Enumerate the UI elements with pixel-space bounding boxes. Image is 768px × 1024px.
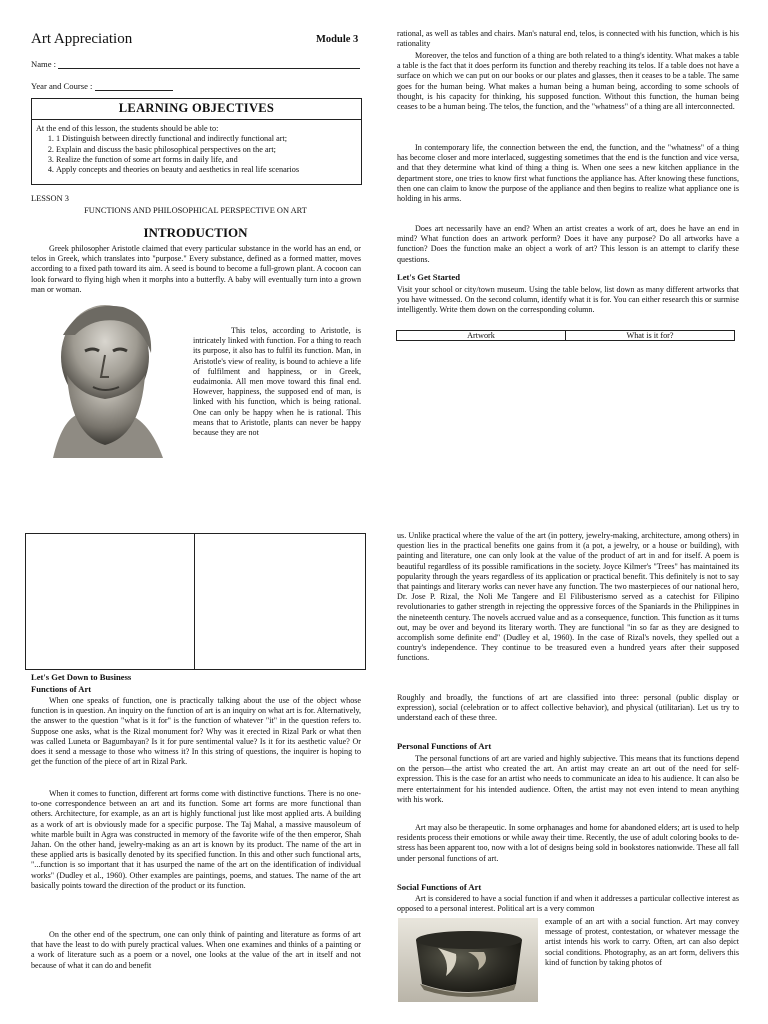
name-line — [58, 59, 360, 69]
name-label: Name : — [31, 59, 57, 69]
introduction-heading: INTRODUCTION — [143, 225, 248, 240]
table-header-row — [397, 331, 735, 341]
telos-identity-paragraph: Moreover, the telos and function of a thing are both related to a thing's identity. What makes a table a table is the fact that it does perform its function and thereby reaching its telos. If a table does not have a surface on which we can put on our books or our plates and glasses, then it ceases to be a table. The same goes for the human being. What makes a human being a human being, according to some schools of thought, is his capacity for thinking, his supposed function. Without this function, the human being ceases to be a human being. The telos, the function, and the "whatness" of a thing are all interconnected. — [397, 51, 739, 112]
contemporary-life-paragraph: In contemporary life, the connection between the end, the function, and the "whatness" of a thing has become closer and more interlaced, suggesting sometimes that the end is the function and vice versa, and that they determine what kind of thing a thing is. When one sees a new kitchen appliance in the department store, one tries to know first what functions the appliance has. After knowing these functions, then one can claim to know the purpose of the appliance and then begins to realize what appliance one is holding in his arms. — [397, 143, 739, 204]
functions-paragraph-3: On the other end of the spectrum, one can only think of painting and literature as forms of art that have the least to do with purely practical values. When one examines and thinks of a painting or a work of literature such as a poem or a novel, one looks at the value of the art in itself and not because of what it can do and benefit — [31, 930, 361, 970]
year-course-label: Year and Course : — [31, 81, 93, 91]
learning-objectives-box — [31, 98, 362, 185]
learning-objectives-heading: LEARNING OBJECTIVES — [118, 101, 275, 115]
ceramic-tea-bowl-image — [398, 918, 538, 1002]
document-title: Art Appreciation — [31, 31, 133, 47]
social-functions-paragraph-continued: example of an art with a social function. Art may convey message of protest, contestation, or whatever message the artist intends his work to carry. Often, art can also depict social conditions. Photography, as an art form, delivers this kind of function by taking photos of — [545, 917, 739, 967]
year-course-line — [95, 81, 173, 91]
answer-grid-border — [25, 533, 366, 670]
objective-item: 1. 1 Distinguish between directly functional and indirectly functional art; — [56, 134, 357, 144]
intro-paragraph-2: This telos, according to Aristotle, is intricately linked with function. For a thing to reach its purpose, it also has to fulfil its function. Man, in Aristotle's view of reality, is bound to achieve a life of fulfilment and happiness, or in Greek, eudaimonia. All men move toward this final end. However, happiness, the supposed end of man, is linked with his function, which is being rational. One can only be happy when he is rational. This means that to Aristotle, plants can never be happy because they are not — [193, 326, 361, 438]
intro-paragraph-1: Greek philosopher Aristotle claimed that every particular substance in the world has an end, or telos in Greek, which translates into "purpose." Every substance, defined as a formed matter, moves according to a fixed path toward its aim. A seed is bound to become a full-grown plant. A cocoon can look forward to flying high when it morphs into a butterfly. A baby will eventually turn into a grown man or woman. — [31, 244, 361, 294]
social-functions-heading: Social Functions of Art — [397, 882, 482, 892]
functions-of-art-heading: Functions of Art — [31, 684, 92, 694]
ceramic-bowl-illustration — [398, 918, 538, 1002]
functions-paragraph-2: When it comes to function, different art forms come with distinctive functions. There is no one-to-one correspondence between an art and its function. Some art forms are more functional than others. Architecture, for example, as an art is highly functional just like most applied arts. A building as a work of art is obviously made for a specific purpose. The Taj Mahal, a massive mausoleum of white marble built in Agra was constructed in memory of the favorite wife of the then emperor, Shah Jahan. On the other hand, jewelry-making as an art is known by its product. The name of the art in these applied arts is basically denoted by its specified function. In this and other such functional arts, "...function is so important that it has usurped the name of the art on the identification of individual works" (Dudley et al., 1960). Other examples are paintings, poems, and statues. The name of the art basically points toward the direction of the product or its function. — [31, 789, 361, 890]
year-course-field — [31, 81, 173, 91]
practical-vs-fine-art-paragraph: us. Unlike practical where the value of the art (in pottery, jewelry-making, architecture, among others) in question lies in the practical benefits one gains from it (a pot, a jewelry, or a house or building), with painting and literature, one can only look at the value of the product of art in and for itself. A poem is beautiful regardless of its possible ramifications in the society. Joyce Kilmer's "Trees" has maintained its popularity through the years regardless of its application or practical benefit. This definitely is not to say that paintings and literary works can never have any function. The two masterpieces of our national hero, Dr. Jose P. Rizal, the Noli Me Tangere and El Filibusterismo served as a catechist for Filipino revolutionaries to gather strength in rejecting the oppressive forces of the Spaniards in the Philippines in the nineteenth century. The novels accrued value and as a consequence, function. This function as it turns out, may be over and beyond its literary worth. They are functional "in so far as they are designed to accomplish some definite end" (Dudley et al, 1960). In the case of Rizal's novels, they spelled out a country's independence. They continue to be treasured even a hundred years after their supposed functions. — [397, 531, 739, 663]
objective-item: 3. Realize the function of some art forms in daily life, and — [56, 155, 357, 165]
classification-paragraph: Roughly and broadly, the functions of art are classified into three: personal (public display or expression), social (celebration or to affect collective behavior), and physical (utilitarian). Let us try to understand each of these three. — [397, 693, 739, 723]
purpose-column-header: What is it for? — [566, 331, 735, 341]
artwork-activity-table — [396, 330, 735, 341]
lesson-title: FUNCTIONS AND PHILOSOPHICAL PERSPECTIVE ON ART — [84, 206, 307, 215]
aristotle-bust-image — [23, 295, 185, 458]
personal-functions-heading: Personal Functions of Art — [397, 741, 492, 751]
objective-item: 4. Apply concepts and theories on beauty and aesthetics in real life scenarios — [56, 165, 357, 175]
objective-item: 2. Explain and discuss the basic philosophical perspectives on the art; — [56, 145, 357, 155]
objectives-intro: At the end of this lesson, the students should be able to: — [36, 124, 219, 133]
lets-get-started-heading: Let's Get Started — [397, 272, 461, 282]
art-questions-paragraph: Does art necessarily have an end? When an artist creates a work of art, does he have an end in mind? What function does an artwork perform? Does it have any purpose? Do all artworks have a function? Does the function make an object a work of art? This lesson is an attempt to clarify these questions. — [397, 224, 739, 264]
module-label: Module 3 — [316, 34, 359, 45]
functions-paragraph-1: When one speaks of function, one is practically talking about the use of the object whose function is in question. An inquiry on the function of art is an inquiry on what art is for. Alternatively, the answer to the question "what is it for" is the function of whatever "it" in the question refers to. Suppose one asks, what is the Rizal monument for? Why was it erected in Rizal Park or what then was called Luneta or Bagumbayan? Is it for pure sentimental value? Is it for its aesthetic value? Or does it send a message to those who witness it? In this string of questions, the inquirer is hoping to get the function of the piece of art in Rizal Park. — [31, 696, 361, 767]
telos-paragraph-continued: rational, as well as tables and chairs. Man's natural end, telos, is connected with his function, which is his rationality — [397, 29, 739, 49]
lets-get-started-text: Visit your school or city/town museum. Using the table below, list down as many different artworks that you have witnessed. On the second column, identify what it is for. You can either research this or surmise intelligently. Write them down on the corresponding column. — [397, 285, 739, 315]
social-functions-paragraph: Art is considered to have a social function if and when it addresses a particular collective interest as opposed to a personal interest. Political art is a very common — [397, 894, 739, 914]
name-field — [31, 59, 360, 69]
artwork-column-header: Artwork — [397, 331, 566, 341]
artwork-answer-grid — [25, 533, 366, 670]
therapeutic-art-paragraph: Art may also be therapeutic. In some orphanages and home for abandoned elders; art is used to help residents process their emotions or while away their time. Recently, the use of adult coloring books to de-stress has been apparent too, now with a lot of designs being sold in bookstores nationwide. These all fall under personal functions of art. — [397, 823, 739, 863]
objectives-list — [36, 134, 357, 176]
lesson-label: LESSON 3 — [31, 194, 69, 203]
lets-get-down-to-business-heading: Let's Get Down to Business — [31, 672, 132, 682]
answer-grid-column-divider — [194, 533, 195, 670]
aristotle-bust-illustration — [23, 295, 185, 458]
personal-functions-paragraph: The personal functions of art are varied and highly subjective. This means that its functions depend on the person—the artist who created the art. An artist may create an art out of the need for self-expression. This is the case for an artist who needs to communicate an idea to his audience. It can also be mere entertainment for his intended audience. Often, the artist may not even intend to mean anything with his work. — [397, 754, 739, 804]
